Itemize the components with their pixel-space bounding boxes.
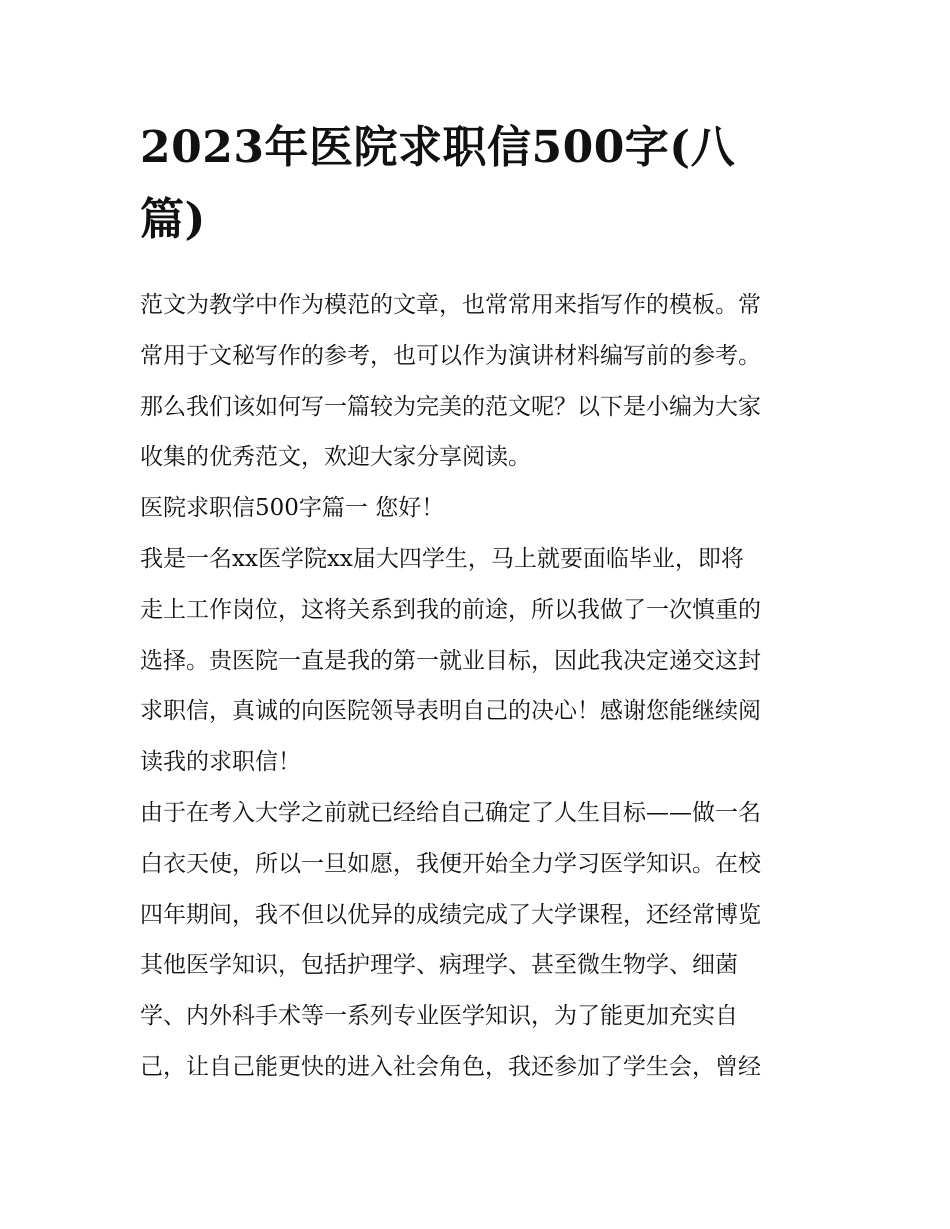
body-line: 求职信，真诚的向医院领导表明自己的决心！感谢您能继续阅 bbox=[140, 698, 761, 725]
body-line: 由于在考入大学之前就已经给自己确定了人生目标——做一名 bbox=[140, 799, 761, 826]
body-line: 学、内外科手术等一系列专业医学知识，为了能更加充实自 bbox=[140, 1003, 738, 1030]
body-line: 走上工作岗位，这将关系到我的前途，所以我做了一次慎重的 bbox=[140, 596, 761, 623]
body-line: 我是一名xx医学院xx届大四学生，马上就要面临毕业，即将 bbox=[140, 545, 744, 572]
document-title bbox=[140, 112, 815, 256]
body-line: 其他医学知识，包括护理学、病理学、甚至微生物学、细菌 bbox=[140, 952, 738, 979]
body-line: 己，让自己能更快的进入社会角色，我还参加了学生会，曾经 bbox=[140, 1053, 761, 1080]
title-line: 篇) bbox=[140, 194, 206, 245]
body-line: 范文为教学中作为模范的文章，也常常用来指写作的模板。常 bbox=[140, 292, 761, 318]
body-line: 常用于文秘写作的参考，也可以作为演讲材料编写前的参考。 bbox=[140, 342, 761, 369]
document-body bbox=[140, 280, 815, 1093]
body-line: 那么我们该如何写一篇较为完美的范文呢？以下是小编为大家 bbox=[140, 393, 761, 420]
title-line: 2023年医院求职信500字(八 bbox=[140, 122, 736, 173]
body-line: 四年期间，我不但以优异的成绩完成了大学课程，还经常博览 bbox=[140, 901, 761, 928]
document-page bbox=[140, 112, 815, 1093]
body-line: 收集的优秀范文，欢迎大家分享阅读。 bbox=[140, 444, 531, 471]
body-line: 选择。贵医院一直是我的第一就业目标，因此我决定递交这封 bbox=[140, 647, 761, 674]
section-heading-line: 医院求职信500字篇一 您好！ bbox=[140, 495, 445, 522]
body-line: 读我的求职信！ bbox=[140, 749, 301, 776]
body-line: 白衣天使，所以一旦如愿，我便开始全力学习医学知识。在校 bbox=[140, 850, 761, 877]
